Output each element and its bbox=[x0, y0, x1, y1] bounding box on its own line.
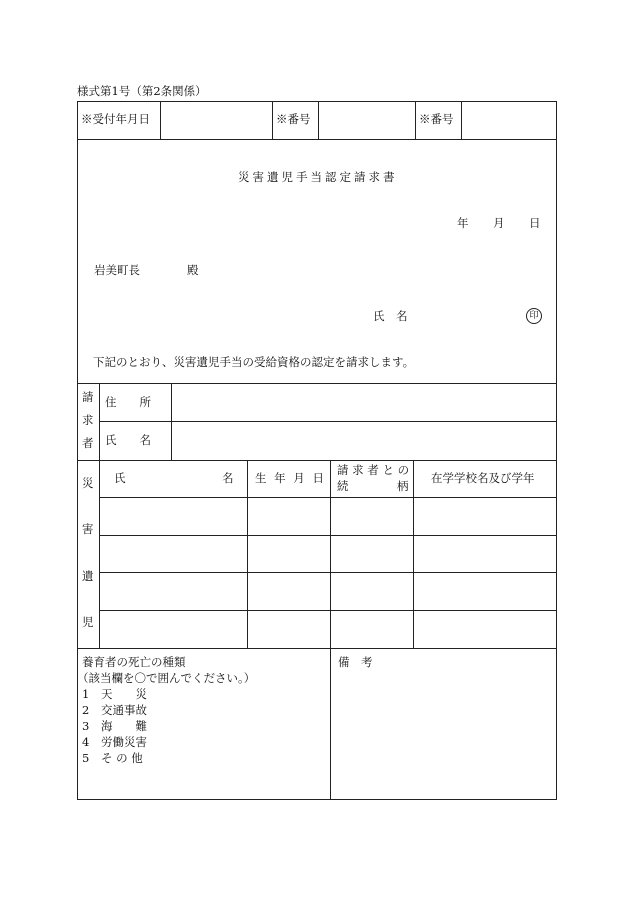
date-month-label: 月 bbox=[493, 216, 505, 230]
orphan-name-header-a: 氏 bbox=[114, 471, 126, 485]
orphans-section-char: 害 bbox=[82, 522, 94, 536]
orphan-row-3-school[interactable] bbox=[414, 573, 556, 610]
death-option-label[interactable]: 交通事故 bbox=[101, 703, 147, 717]
orphan-row-1-relation[interactable] bbox=[331, 498, 413, 535]
orphan-relation-header-bottom-b: 柄 bbox=[397, 479, 409, 493]
orphan-relation-header-bottom-a: 続 bbox=[337, 479, 349, 493]
number-field-1[interactable] bbox=[319, 102, 414, 139]
claimant-address-label: 住 所 bbox=[105, 395, 151, 409]
orphan-row-4-name[interactable] bbox=[100, 611, 247, 648]
date-day-label: 日 bbox=[529, 216, 541, 230]
death-option-label[interactable]: 海 難 bbox=[101, 719, 147, 733]
orphan-relation-header-top: 請 求 者 と の bbox=[337, 463, 410, 477]
death-option-no: 1 bbox=[82, 687, 90, 701]
claimant-name-label: 氏 名 bbox=[105, 433, 151, 447]
death-option-label[interactable]: 労働災害 bbox=[101, 735, 147, 749]
orphan-row-4-birth[interactable] bbox=[248, 611, 330, 648]
death-option-no: 4 bbox=[82, 735, 90, 749]
claimant-section-char: 者 bbox=[82, 436, 94, 450]
frame-bottom bbox=[77, 799, 557, 800]
death-type-note: （該当欄を〇で囲んでください。） bbox=[77, 671, 256, 685]
death-option-no: 5 bbox=[82, 751, 90, 765]
addressee-name: 岩美町長 bbox=[94, 263, 140, 277]
claimant-name-field[interactable] bbox=[172, 422, 556, 460]
orphan-row-2-relation[interactable] bbox=[331, 536, 413, 572]
death-option-label[interactable]: そ の 他 bbox=[101, 751, 143, 765]
form-id: 様式第1号（第2条関係） bbox=[77, 84, 207, 98]
header-divider bbox=[272, 101, 273, 139]
orphans-top bbox=[77, 460, 557, 461]
death-option-label[interactable]: 天 災 bbox=[101, 687, 147, 701]
form-title: 災害遺児手当認定請求書 bbox=[238, 170, 398, 184]
orphan-row-1-school[interactable] bbox=[414, 498, 556, 535]
death-type-title: 養育者の死亡の種類 bbox=[82, 655, 186, 669]
claimant-label-divider bbox=[99, 383, 100, 460]
death-option-no: 3 bbox=[82, 719, 90, 733]
orphan-row-3-birth[interactable] bbox=[248, 573, 330, 610]
date-year-label: 年 bbox=[457, 216, 469, 230]
orphan-row-4-school[interactable] bbox=[414, 611, 556, 648]
orphans-section-char: 災 bbox=[82, 476, 94, 490]
number-label-2: ※番号 bbox=[419, 112, 454, 126]
addressee-honorific: 殿 bbox=[187, 263, 199, 277]
orphans-section-char: 児 bbox=[82, 615, 94, 629]
signature-field[interactable] bbox=[420, 305, 520, 325]
received-date-field[interactable] bbox=[161, 102, 271, 139]
orphan-row-1-name[interactable] bbox=[100, 498, 247, 535]
signature-label: 氏 名 bbox=[373, 309, 408, 323]
orphan-row-1-birth[interactable] bbox=[248, 498, 330, 535]
orphan-row-2-school[interactable] bbox=[414, 536, 556, 572]
received-date-label: ※受付年月日 bbox=[81, 112, 150, 126]
request-text: 下記のとおり、災害遺児手当の受給資格の認定を請求します。 bbox=[93, 355, 415, 369]
orphan-birth-header: 生 年 月 日 bbox=[255, 471, 326, 485]
orphan-row-2-birth[interactable] bbox=[248, 536, 330, 572]
number-label-1: ※番号 bbox=[276, 112, 311, 126]
claimant-address-field[interactable] bbox=[172, 384, 556, 421]
orphan-name-header-b: 名 bbox=[222, 471, 234, 485]
death-option-no: 2 bbox=[82, 703, 90, 717]
frame-left bbox=[77, 101, 78, 799]
seal-mark: 印 bbox=[526, 308, 542, 324]
claimant-section-char: 求 bbox=[82, 413, 94, 427]
orphan-row-2-name[interactable] bbox=[100, 536, 247, 572]
header-divider bbox=[415, 101, 416, 139]
orphan-row-4-relation[interactable] bbox=[331, 611, 413, 648]
frame-right bbox=[556, 101, 557, 799]
orphan-row-3-name[interactable] bbox=[100, 573, 247, 610]
bottom-section-top bbox=[77, 648, 557, 649]
orphans-section-char: 遺 bbox=[82, 569, 94, 583]
remarks-label: 備 考 bbox=[338, 655, 373, 669]
orphan-school-header: 在学学校名及び学年 bbox=[431, 471, 535, 485]
orphan-row-3-relation[interactable] bbox=[331, 573, 413, 610]
claimant-section-char: 請 bbox=[82, 390, 94, 404]
number-field-2[interactable] bbox=[462, 102, 556, 139]
remarks-field[interactable] bbox=[331, 675, 556, 798]
header-row-bottom bbox=[77, 139, 557, 140]
